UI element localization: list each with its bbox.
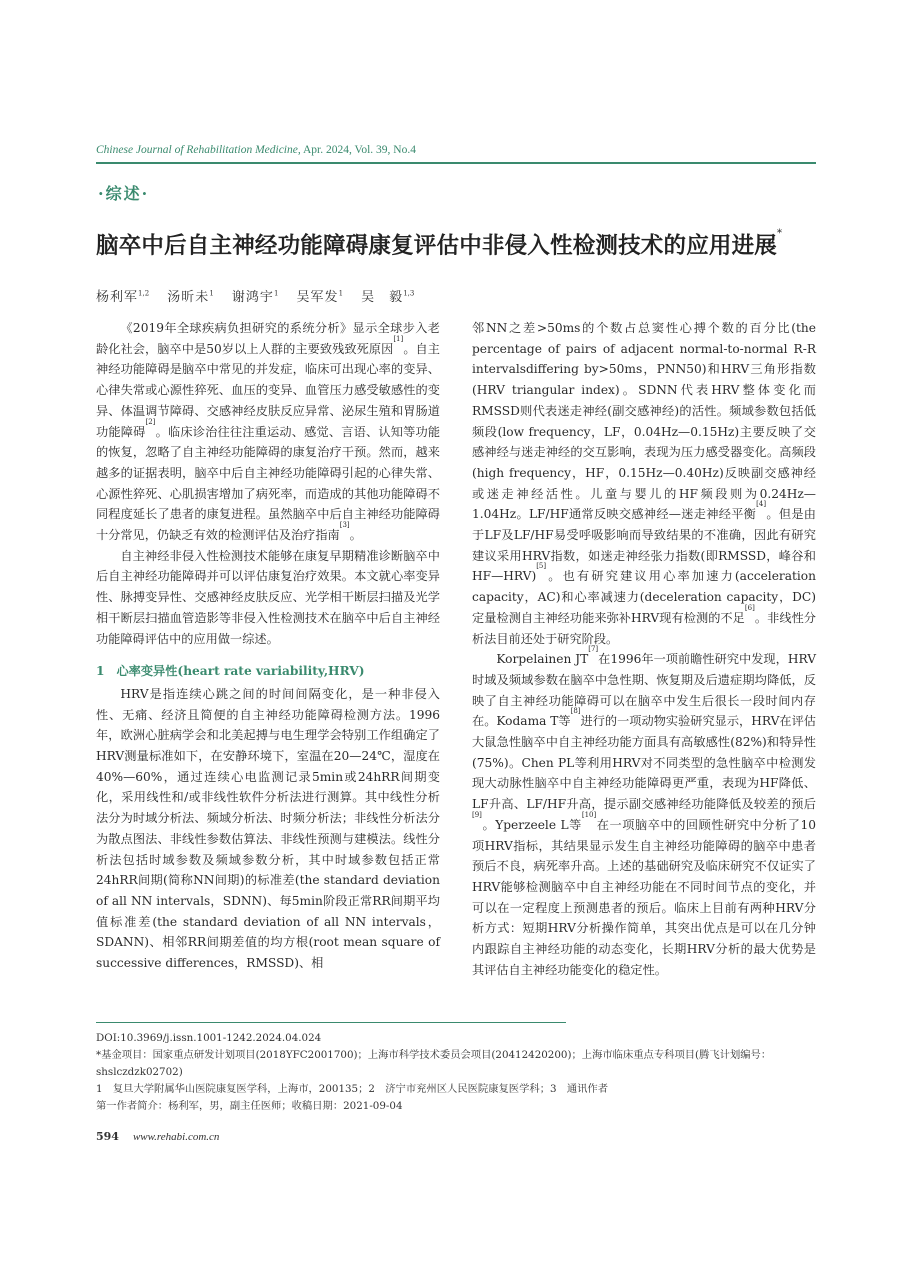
website: www.rehabi.com.cn — [132, 1131, 220, 1143]
section-heading-hrv — [96, 661, 440, 682]
author-affiliation: 1,3 — [403, 289, 415, 298]
author — [232, 290, 278, 305]
right-column — [472, 318, 816, 981]
text-run: 进行的一项动物实验研究显示，HRV在评估大鼠急性脑卒中自主神经功能方面具有高敏感性(82%)和特异性(75%)。Chen PL等利用HRV对不同类型的急性脑卒中检测发现大动脉性脑卒中自主神经功能障碍更严重，表现为HF降低、LF升高、LF/HF升高，提示副交感神经功能降低及较差的预后 — [472, 714, 816, 812]
author — [361, 290, 414, 305]
text-run: 。 — [349, 528, 362, 543]
paragraph-hrv-studies — [472, 645, 817, 980]
author-name: 杨利军 — [96, 290, 139, 305]
author-list — [96, 286, 428, 305]
text-run: 。但是由于LF及LF/HF易受呼吸影响而导致结果的不准确，因此有研究建议采用HRV指数，如迷走神经张力指数(即RMSSD，峰谷和HF—HRV) — [472, 507, 816, 584]
author-name: 吴 毅 — [361, 290, 404, 305]
section-tag: ·综述· — [98, 184, 150, 203]
author — [297, 290, 343, 305]
text-run: 《2019年全球疾病负担研究的系统分析》显示全球步入老龄化社会，脑卒中是50岁以上人群的主要致残致死原因 — [96, 321, 440, 356]
author — [96, 290, 149, 305]
citation: [4] — [756, 500, 767, 509]
author-affiliation: 1 — [209, 289, 214, 298]
section-number: 1 — [96, 664, 105, 679]
article-title-text: 脑卒中后自主神经功能障碍康复评估中非侵入性检测技术的应用进展 — [96, 233, 778, 259]
funding-note: *基金项目：国家重点研发计划项目(2018YFC2001700)；上海市科学技术委员会项目(20412420200)；上海市临床重点专科项目(腾飞计划编号：shslczdzk02702) — [96, 1049, 772, 1078]
citation: [1] — [393, 334, 404, 343]
article-title — [96, 228, 826, 260]
author-name: 吴军发 — [296, 290, 339, 305]
author-affiliation: 1 — [273, 289, 279, 298]
citation: [5] — [536, 562, 547, 571]
text-run: 。自主神经功能障碍是脑卒中常见的并发症，临床可出现心率的变异、心律失常或心源性猝死、血压的变异、血管压力感受敏感性的变异、体温调节障碍、交感神经皮肤反应异常、泌尿生殖和胃肠道功能障碍 — [96, 341, 440, 439]
citation: [9] — [472, 810, 482, 819]
text-run: 。临床诊治往往注重运动、感觉、言语、认知等功能的恢复，忽略了自主神经功能障碍的康复治疗干预。然而，越来越多的证据表明，脑卒中后自主神经功能障碍引起的心律失常、心源性猝死、心肌损害增加了病死率，而造成的其他功能障碍不同程度延长了患者的康复进程。虽然脑卒中后自主神经功能障碍十分常见，仍缺乏有效的检测评估及治疗指南 — [96, 424, 441, 543]
footnotes — [96, 1030, 816, 1115]
doi: DOI:10.3969/j.issn.1001-1242.2024.04.024 — [96, 1032, 322, 1044]
text-run: 在一项脑卒中的回顾性研究中分析了10项HRV指标，其结果显示发生自主神经功能障碍的脑卒中患者预后不良，病死率升高。上述的基础研究及临床研究不仅证实了HRV能够检测脑卒中自主神经功能在不同时间节点的变化，并可以在一定程度上预测患者的预后。临床上目前有两种HRV分析方式：短期HRV分析操作简单，其突出优点是可以在几分钟内跟踪自主神经功能的动态变化，长期HRV分析的最大优势是其评估自主神经功能变化的稳定性。 — [472, 817, 816, 977]
journal-name: Chinese Journal of Rehabilitation Medicine, — [96, 144, 301, 156]
page-number: 594 — [96, 1130, 119, 1143]
text-run: 。也有研究建议用心率加速力(acceleration capacity，AC)和心率减速力(deceleration capacity，DC)定量检测自主神经功能来弥补HRV现有检测的不足 — [472, 569, 816, 625]
author — [167, 290, 213, 305]
citation: [7] — [588, 645, 599, 654]
author-affiliation: 1,2 — [138, 289, 150, 298]
paragraph-hrv-params — [472, 318, 816, 649]
first-author-note: 第一作者简介：杨利军，男，副主任医师；收稿日期：2021-09-04 — [96, 1100, 403, 1112]
citation: [8] — [570, 707, 581, 716]
citation: [6] — [744, 603, 755, 612]
paragraph-intro — [96, 318, 440, 546]
journal-header — [96, 144, 816, 156]
text-run: 。非线性分析法目前还处于研究阶段。 — [472, 610, 816, 646]
page-footer — [96, 1130, 219, 1143]
citation: [3] — [339, 521, 350, 530]
text-run: 在1996年一项前瞻性研究中发现，HRV时域及频域参数在脑卒中急性期、恢复期及后遗症期均降低，反映了自主神经功能障碍可以在脑卒中发生后很长一段时间内存在。Kodama T等 — [472, 652, 817, 729]
affiliations-note: 1 复旦大学附属华山医院康复医学科，上海市，200135；2 济宁市兖州区人民医院康复医学科；3 通讯作者 — [96, 1083, 609, 1095]
text-run: 邻NN之差>50ms的个数占总窦性心搏个数的百分比(the percentage of pairs of adjacent normal-to-normal R-R intervalsdiffering by>50ms，PNN50)和HRV三角形指数(HRV triangular index)。SDNN代表HRV整体变化而RMSSD则代表迷走神经(副交感神经)的活性。频域参数包括低频段(low frequency，LF，0.04Hz—0.15Hz)主要反映了交感神经与迷走神经的交互影响，表现为压力感受器变化。高频段(high frequency，HF，0.15Hz—0.40Hz)反映副交感神经或迷走神经活性。儿童与婴儿的HF频段则为0.24Hz—1.04Hz。LF/HF通常反映交感神经—迷走神经平衡 — [472, 321, 816, 522]
citation: [10] — [581, 810, 597, 819]
header-rule — [96, 162, 816, 164]
author-name: 谢鸿宇 — [231, 290, 274, 305]
paragraph-hrv-definition: HRV是指连续心跳之间的时间间隔变化，是一种非侵入性、无痛、经济且简便的自主神经功能障碍检测方法。1996年，欧洲心脏病学会和北美起搏与电生理学会特别工作组确定了HRV测量标准如下，在安静环境下，室温在20—24℃，湿度在40%—60%，通过连续心电监测记录5min或24hRR间期变化，采用线性和/或非线性软件分析法进行测算。其中线性分析法分为时域分析法、频域分析法、时频分析法；非线性分析法分为散点图法、非线性参数估算法、非线性预测与建模法。线性分析法包括时域参数及频域参数分析，其中时域参数包括正常24hRR间期(简称NN间期)的标准差(the standard deviation of all NN intervals，SDNN)、每5min阶段正常RR间期平均值标准差(the standard deviation of all NN intervals，SDANN)、相邻RR间期差值的均方根(root mean square of successive differences，RMSSD)、相 — [96, 686, 440, 971]
citation: [2] — [145, 417, 156, 426]
title-footnote-mark: * — [777, 228, 783, 239]
author-affiliation: 1 — [338, 289, 344, 298]
left-column — [96, 318, 440, 974]
journal-issue: Apr. 2024, Vol. 39, No.4 — [300, 144, 416, 156]
text-run: Korpelainen JT — [496, 652, 589, 667]
paragraph-scope: 自主神经非侵入性检测技术能够在康复早期精准诊断脑卒中后自主神经功能障碍并可以评估康复治疗效果。本文就心率变异性、脉搏变异性、交感神经皮肤反应、光学相干断层扫描及光学相干断层扫描血管造影等非侵入性检测技术在脑卒中后自主神经功能障碍评估中的应用做一综述。 — [96, 548, 440, 646]
footnote-rule — [96, 1022, 566, 1023]
author-name: 汤昕未 — [167, 290, 210, 305]
section-heading-text: 心率变异性(heart rate variability,HRV) — [116, 664, 365, 679]
text-run: 。Yperzeele L等 — [481, 817, 582, 832]
